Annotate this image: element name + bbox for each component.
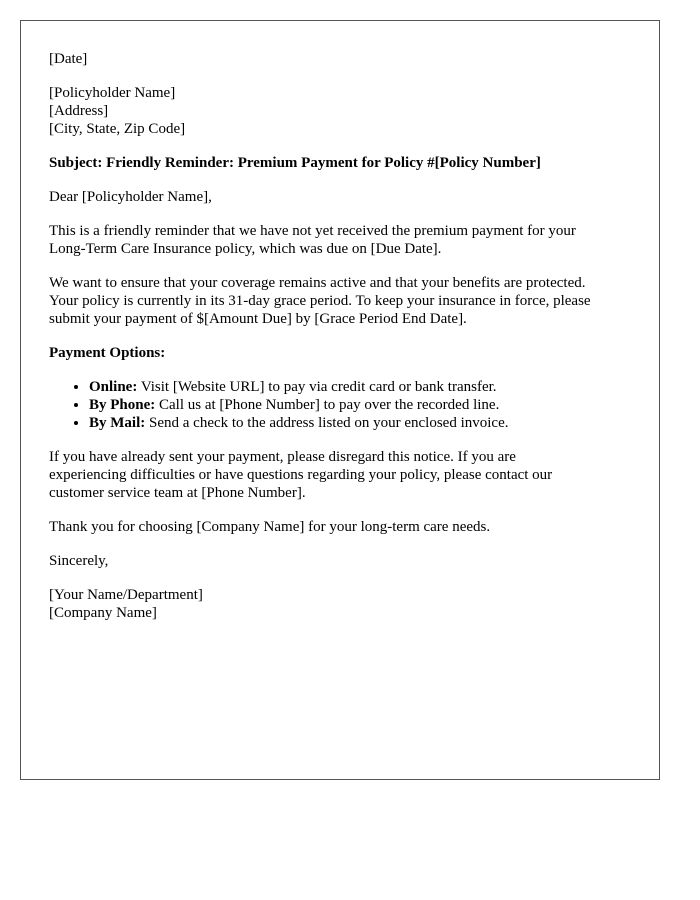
salutation-block	[49, 188, 631, 206]
paragraph-reminder	[49, 222, 631, 258]
paragraph-grace-line: submit your payment of $[Amount Due] by [Grace Period End Date].	[49, 311, 467, 327]
subject-block	[49, 154, 631, 172]
paragraph-reminder-line: Long-Term Care Insurance policy, which was due on [Due Date].	[49, 241, 442, 257]
payment-option-phone	[89, 396, 631, 414]
paragraph-reminder-line: This is a friendly reminder that we have not yet received the premium payment for your	[49, 223, 576, 239]
paragraph-disregard-line: customer service team at [Phone Number].	[49, 485, 306, 501]
payment-options-list	[49, 378, 631, 432]
recipient-address: [Address]	[49, 103, 109, 119]
payment-option-text: Visit [Website URL] to pay via credit card or bank transfer.	[137, 379, 497, 395]
letter-date-block	[49, 50, 631, 68]
letter-salutation: Dear [Policyholder Name],	[49, 189, 212, 205]
paragraph-disregard	[49, 448, 631, 502]
paragraph-grace-period	[49, 274, 631, 328]
letter-date: [Date]	[49, 51, 88, 67]
paragraph-grace-line: Your policy is currently in its 31-day grace period. To keep your insurance in force, please	[49, 293, 591, 309]
signature-company: [Company Name]	[49, 605, 157, 621]
paragraph-grace-line: We want to ensure that your coverage remains active and that your benefits are protected.	[49, 275, 586, 291]
payment-option-text: Call us at [Phone Number] to pay over the recorded line.	[155, 397, 500, 413]
payment-option-label: By Mail:	[89, 415, 146, 431]
closing-block	[49, 552, 631, 570]
signature-name: [Your Name/Department]	[49, 587, 203, 603]
letter-subject: Subject: Friendly Reminder: Premium Payment for Policy #[Policy Number]	[49, 155, 541, 171]
recipient-address-block	[49, 84, 631, 138]
payment-option-label: Online:	[89, 379, 138, 395]
recipient-city-state-zip: [City, State, Zip Code]	[49, 121, 186, 137]
paragraph-thanks	[49, 518, 631, 536]
payment-options-heading-block	[49, 344, 631, 362]
recipient-name: [Policyholder Name]	[49, 85, 176, 101]
payment-option-mail	[89, 414, 631, 432]
signature-block	[49, 586, 631, 622]
paragraph-disregard-line: If you have already sent your payment, please disregard this notice. If you are	[49, 449, 516, 465]
payment-option-online	[89, 378, 631, 396]
letter-closing: Sincerely,	[49, 553, 109, 569]
paragraph-disregard-line: experiencing difficulties or have questions regarding your policy, please contact our	[49, 467, 553, 483]
letter-page	[20, 20, 660, 780]
paragraph-thanks-line: Thank you for choosing [Company Name] for your long-term care needs.	[49, 519, 491, 535]
payment-option-text: Send a check to the address listed on your enclosed invoice.	[145, 415, 509, 431]
payment-option-label: By Phone:	[89, 397, 156, 413]
payment-options-heading: Payment Options:	[49, 345, 166, 361]
